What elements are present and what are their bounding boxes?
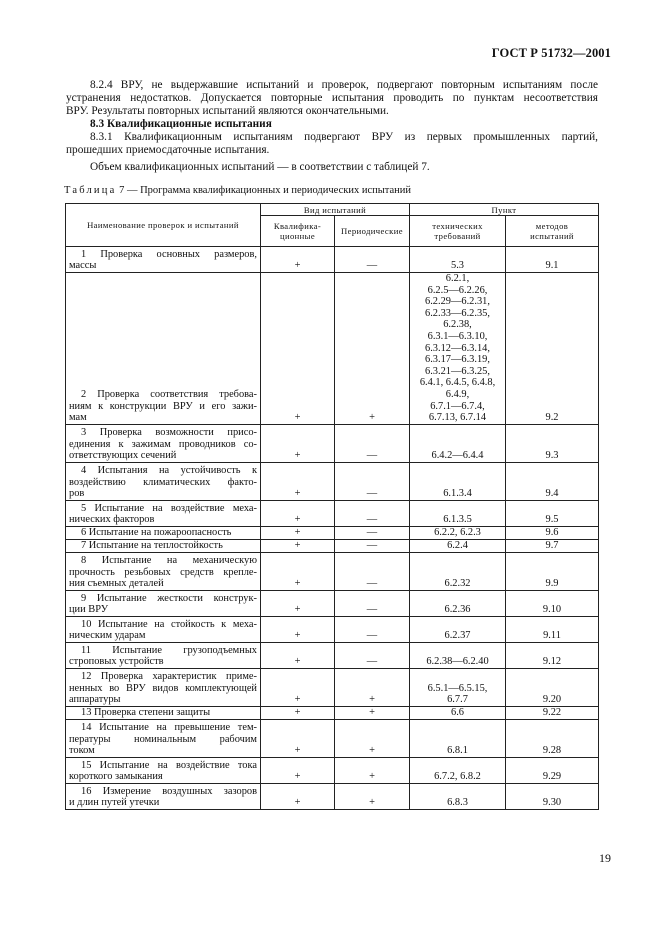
row-test-method: 9.10	[506, 590, 599, 616]
row-qualification-mark: +	[261, 500, 335, 526]
row-name-line: 15 Испытание на воздействие тока	[81, 759, 257, 771]
table-row	[66, 462, 599, 500]
row-test-method: 9.6	[506, 526, 599, 539]
row-tech-line: 6.2.38—6.2.40	[426, 656, 489, 668]
row-periodic-mark: —	[335, 616, 410, 642]
row-periodic-mark: +	[335, 757, 410, 783]
row-name	[66, 500, 261, 526]
row-name-line: ниям к конструкции ВРУ и его зажи-	[69, 400, 257, 412]
row-name-line: 13 Проверка степени защиты	[81, 707, 211, 719]
row-tech-line: 6.2.37	[444, 630, 471, 642]
row-name-line: массы	[69, 260, 97, 272]
row-tech-line: 6.2.2, 6.2.3	[434, 527, 481, 539]
row-tech-requirements	[410, 247, 506, 273]
row-periodic-mark: —	[335, 500, 410, 526]
row-tech-line: 6.1.3.5	[443, 514, 472, 526]
row-qualification-mark: +	[261, 424, 335, 462]
row-tech-line: 6.2.36	[444, 604, 471, 616]
row-periodic-mark: +	[335, 783, 410, 809]
row-qualification-mark: +	[261, 462, 335, 500]
table-body	[66, 247, 599, 810]
row-periodic-mark: —	[335, 539, 410, 552]
row-name-line: мам	[69, 412, 87, 424]
table-7	[65, 203, 599, 810]
standard-header: ГОСТ Р 51732—2001	[491, 46, 611, 60]
row-tech-line: 6.7.7	[447, 694, 468, 706]
table-row	[66, 616, 599, 642]
table-row	[66, 500, 599, 526]
row-name-line: ния съемных деталей	[69, 578, 164, 590]
p824-line-1: 8.2.4 ВРУ, не выдержавшие испытаний и проверок, подвергают повторным испытаниям после	[90, 79, 598, 91]
table-row	[66, 526, 599, 539]
row-name-line: ненных во ВРУ видов комплектующей	[69, 682, 257, 694]
row-periodic-mark: +	[335, 706, 410, 719]
row-tech-requirements	[410, 526, 506, 539]
row-qualification-mark: +	[261, 642, 335, 668]
row-name-line: строповых устройств	[69, 656, 164, 668]
row-name-line: 3 Проверка возможности присо-	[81, 426, 257, 438]
row-tech-line: 6.3.21—6.3.25,	[425, 365, 490, 377]
caption-word: Таблица	[64, 185, 117, 196]
row-name	[66, 783, 261, 809]
row-test-method: 9.1	[506, 247, 599, 273]
header-methods	[506, 216, 599, 247]
row-test-method: 9.28	[506, 719, 599, 757]
row-tech-line: 6.8.3	[447, 797, 468, 809]
row-name-line: 12 Проверка характеристик приме-	[81, 670, 257, 682]
row-name	[66, 273, 261, 425]
row-tech-requirements	[410, 273, 506, 425]
row-test-method: 9.2	[506, 273, 599, 425]
row-name-line: 11 Испытание грузоподъемных	[81, 644, 257, 656]
row-name	[66, 424, 261, 462]
paragraph-8-2-4	[66, 79, 598, 118]
row-tech-requirements	[410, 590, 506, 616]
row-tech-line: 6.8.1	[447, 745, 468, 757]
row-name-line: 14 Испытание на превышение тем-	[81, 721, 257, 733]
row-tech-line: 6.4.2—6.4.4	[431, 450, 484, 462]
row-test-method: 9.20	[506, 668, 599, 706]
table-row	[66, 668, 599, 706]
table-row	[66, 424, 599, 462]
row-test-method: 9.5	[506, 500, 599, 526]
header-tech	[410, 216, 506, 247]
row-tech-line: 6.2.4	[447, 540, 468, 552]
row-name-line: 8 Испытание на механическую	[81, 554, 257, 566]
row-test-method: 9.7	[506, 539, 599, 552]
row-qualification-mark: +	[261, 526, 335, 539]
row-tech-requirements	[410, 719, 506, 757]
row-periodic-mark: —	[335, 642, 410, 668]
row-name-line: единения к зажимам проводников со-	[69, 438, 257, 450]
row-tech-line: 6.4.9,	[445, 388, 470, 400]
row-periodic-mark: —	[335, 526, 410, 539]
p831-line-2: прошедших приемосдаточные испытания.	[66, 144, 270, 156]
caption-text: 7 — Программа квалификационных и периодических испытаний	[116, 185, 412, 196]
row-tech-line: 6.7.13, 6.7.14	[428, 412, 487, 424]
row-tech-requirements	[410, 783, 506, 809]
p831-line-1: 8.3.1 Квалификационным испытаниям подвергают ВРУ из первых промышленных партий,	[90, 131, 598, 143]
row-qualification-mark: +	[261, 273, 335, 425]
row-qualification-mark: +	[261, 590, 335, 616]
row-name-line: ции ВРУ	[69, 604, 109, 616]
row-tech-line: 6.2.33—6.2.35,	[425, 307, 490, 319]
row-tech-requirements	[410, 757, 506, 783]
row-tech-line: 6.2.1,	[445, 273, 470, 284]
table-row	[66, 757, 599, 783]
header-qual	[261, 216, 335, 247]
row-tech-requirements	[410, 500, 506, 526]
row-name	[66, 590, 261, 616]
row-tech-requirements	[410, 462, 506, 500]
row-tech-line: 6.2.5—6.2.26,	[427, 284, 488, 296]
row-name-line: 16 Измерение воздушных зазоров	[81, 785, 257, 797]
header-kind: Вид испытаний	[261, 204, 410, 216]
row-test-method: 9.3	[506, 424, 599, 462]
row-name	[66, 757, 261, 783]
row-test-method: 9.11	[506, 616, 599, 642]
section-heading-8-3: 8.3 Квалификационные испытания	[90, 118, 272, 130]
row-name	[66, 668, 261, 706]
row-name-line: ническим ударам	[69, 630, 146, 642]
row-test-method: 9.22	[506, 706, 599, 719]
row-tech-requirements	[410, 642, 506, 668]
row-periodic-mark: —	[335, 462, 410, 500]
row-qualification-mark: +	[261, 552, 335, 590]
row-periodic-mark: —	[335, 424, 410, 462]
row-name	[66, 552, 261, 590]
row-periodic-mark: +	[335, 273, 410, 425]
row-tech-line: 6.4.1, 6.4.5, 6.4.8,	[419, 377, 496, 389]
row-name-line: пературы номинальным рабочим	[69, 733, 257, 745]
table-row	[66, 783, 599, 809]
row-name-line: 6 Испытание на пожароопасность	[81, 527, 232, 539]
row-tech-line: 6.2.38,	[443, 319, 472, 331]
row-tech-requirements	[410, 539, 506, 552]
table-row	[66, 642, 599, 668]
row-name-line: током	[69, 745, 95, 757]
row-name-line: ответствующих сечений	[69, 450, 177, 462]
p831-line-3: Объем квалификационных испытаний — в соответствии с таблицей 7.	[90, 161, 430, 173]
row-periodic-mark: —	[335, 590, 410, 616]
row-tech-requirements	[410, 616, 506, 642]
row-name	[66, 642, 261, 668]
table-row	[66, 247, 599, 273]
row-tech-requirements	[410, 552, 506, 590]
table-row	[66, 273, 599, 425]
page-number: 19	[599, 851, 611, 865]
table-row	[66, 539, 599, 552]
row-tech-line: 6.7.1—6.7.4,	[430, 400, 485, 412]
table-row	[66, 590, 599, 616]
header-methods-l1: методов	[535, 221, 569, 231]
row-name	[66, 719, 261, 757]
row-test-method: 9.29	[506, 757, 599, 783]
header-methods-l2: испытаний	[530, 231, 574, 241]
row-name-line: ров	[69, 488, 85, 500]
row-test-method: 9.30	[506, 783, 599, 809]
row-name-line: 5 Испытание на воздействие меха-	[81, 502, 257, 514]
row-name-line: и длин путей утечки	[69, 797, 160, 809]
row-qualification-mark: +	[261, 706, 335, 719]
row-name-line: аппаратуры	[69, 694, 121, 706]
row-tech-line: 6.3.17—6.3.19,	[425, 354, 490, 366]
row-tech-line: 5.3	[451, 260, 464, 272]
row-tech-line: 6.3.1—6.3.10,	[427, 330, 488, 342]
header-tech-l2: требований	[434, 231, 481, 241]
p824-line-2: устранения недостатков. Допускается повторные испытания проводить по пунктам несоответствия	[66, 92, 598, 104]
header-item: Пункт	[410, 204, 599, 216]
row-tech-line: 6.1.3.4	[443, 488, 472, 500]
row-name-line: 7 Испытание на теплостойкость	[81, 540, 223, 552]
table-row	[66, 719, 599, 757]
row-qualification-mark: +	[261, 247, 335, 273]
row-name-line: 1 Проверка основных размеров,	[81, 248, 257, 260]
row-name-line: 2 Проверка соответствия требова-	[81, 388, 257, 400]
table-row	[66, 706, 599, 719]
row-tech-requirements	[410, 424, 506, 462]
row-tech-line: 6.5.1—6.5.15,	[427, 682, 488, 694]
paragraph-8-3-1	[66, 131, 598, 174]
row-name	[66, 539, 261, 552]
row-name-line: нических факторов	[69, 514, 155, 526]
row-name-line: 10 Испытание на стойкость к меха-	[81, 618, 257, 630]
row-qualification-mark: +	[261, 757, 335, 783]
row-tech-line: 6.2.32	[444, 578, 471, 590]
table-caption	[64, 185, 411, 196]
p824-line-3: ВРУ. Результаты повторных испытаний являются окончательными.	[66, 105, 389, 117]
row-name-line: 4 Испытания на устойчивость к	[81, 464, 257, 476]
header-qual-l1: Квалифика-	[273, 221, 322, 231]
row-name-line: 9 Испытание жесткости конструк-	[81, 592, 257, 604]
row-tech-requirements	[410, 668, 506, 706]
row-periodic-mark: +	[335, 668, 410, 706]
row-tech-line: 6.7.2, 6.8.2	[434, 771, 481, 783]
header-name: Наименование проверок и испытаний	[66, 204, 261, 247]
row-name	[66, 247, 261, 273]
row-tech-line: 6.2.29—6.2.31,	[425, 296, 490, 308]
row-tech-line: 6.3.12—6.3.14,	[425, 342, 490, 354]
row-periodic-mark: —	[335, 552, 410, 590]
row-name	[66, 526, 261, 539]
row-name	[66, 462, 261, 500]
header-period: Периодические	[335, 216, 410, 247]
row-name	[66, 616, 261, 642]
row-test-method: 9.4	[506, 462, 599, 500]
row-qualification-mark: +	[261, 616, 335, 642]
row-tech-line: 6.6	[451, 707, 464, 719]
row-name-line: воздействию климатических факто-	[69, 476, 257, 488]
header-qual-l2: ционные	[279, 231, 316, 241]
row-name-line: короткого замыкания	[69, 771, 163, 783]
row-qualification-mark: +	[261, 783, 335, 809]
table-row	[66, 552, 599, 590]
row-qualification-mark: +	[261, 668, 335, 706]
row-test-method: 9.12	[506, 642, 599, 668]
row-name-line: прочность резьбовых средств крепле-	[69, 566, 257, 578]
row-periodic-mark: —	[335, 247, 410, 273]
row-periodic-mark: +	[335, 719, 410, 757]
row-tech-requirements	[410, 706, 506, 719]
header-tech-l1: технических	[432, 221, 483, 231]
row-qualification-mark: +	[261, 539, 335, 552]
row-test-method: 9.9	[506, 552, 599, 590]
row-qualification-mark: +	[261, 719, 335, 757]
row-name	[66, 706, 261, 719]
